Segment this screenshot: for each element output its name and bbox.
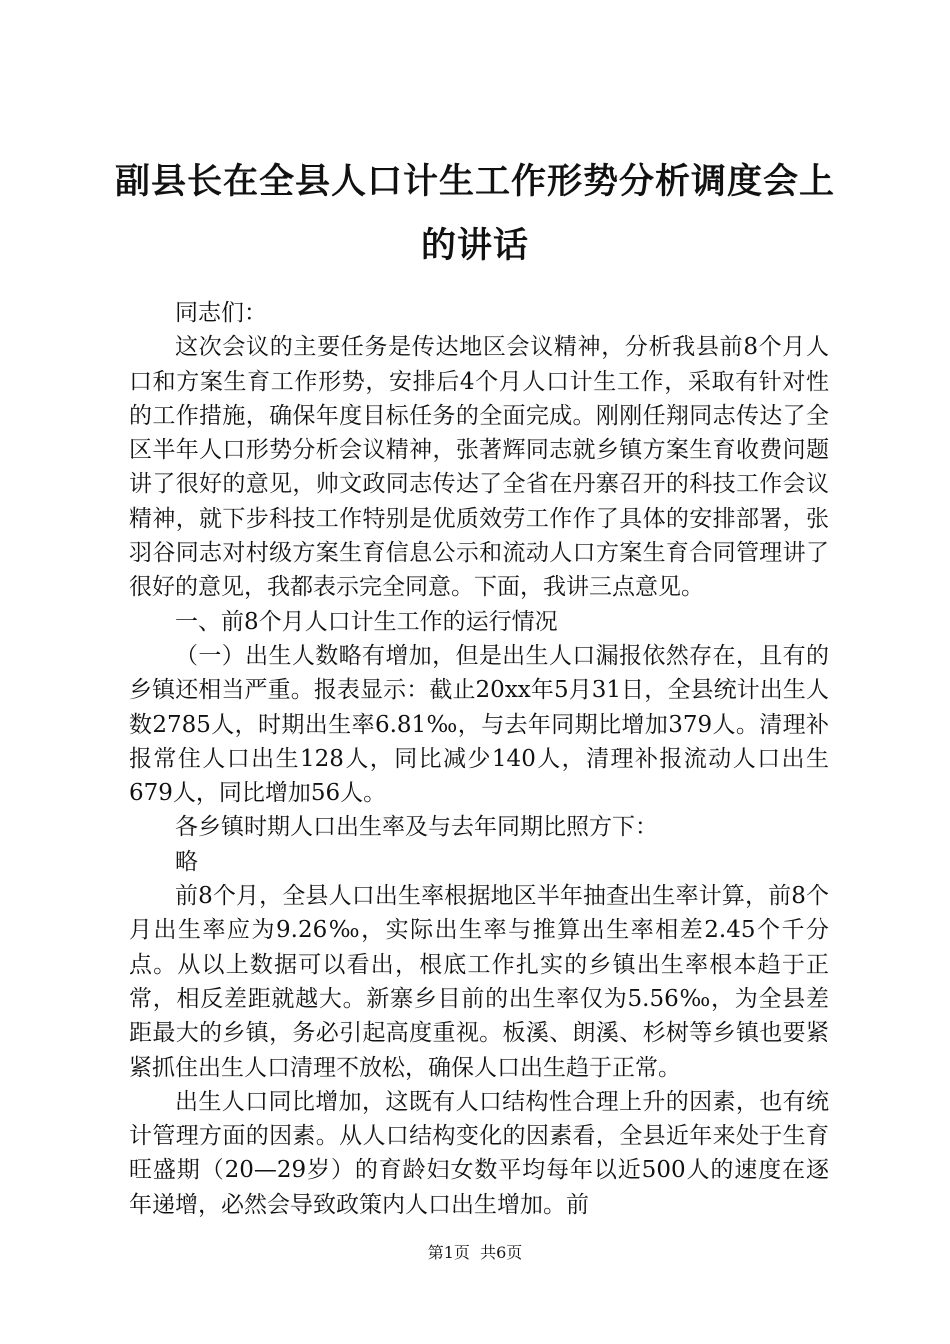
salutation: 同志们： <box>175 300 267 326</box>
paragraph: 出生人口同比增加，这既有人口结构性合理上升的因素，也有统计管理方面的因素。从人口结构变化的因素看，全县近年来处于生育旺盛期（20—29岁）的育龄妇女数平均每年以近500人的速度在逐年递增，必然会导致政策内人口出生增加。前 <box>129 1088 829 1218</box>
section-heading: 一、前8个月人口计生工作的运行情况 <box>175 608 558 635</box>
paragraph: 略 <box>175 848 198 875</box>
paragraph: 这次会议的主要任务是传达地区会议精神，分析我县前8个月人口和方案生育工作形势，安排后4个月人口计生工作，采取有针对性的工作措施，确保年度目标任务的全面完成。刚刚任翔同志传达了全区半年人口形势分析会议精神，张著辉同志就乡镇方案生育收费问题讲了很好的意见，帅文政同志传达了全省在丹寨召开的科技工作会议精神，就下步科技工作特别是优质效劳工作作了具体的安排部署，张羽谷同志对村级方案生育信息公示和流动人口方案生育合同管理讲了很好的意见，我都表示完全同意。下面，我讲三点意见。 <box>129 334 829 601</box>
page-footer <box>0 1240 950 1263</box>
paragraph: 各乡镇时期人口出生率及与去年同期比照方下： <box>175 814 658 841</box>
page-number: 第1页 共6页 <box>427 1243 523 1262</box>
document-body <box>129 296 829 1222</box>
document-title: 副县长在全县人口计生工作形势分析调度会上的讲话 <box>114 162 835 266</box>
paragraph: 前8个月，全县人口出生率根据地区半年抽查出生率计算，前8个月出生率应为9.26‰，实际出生率与推算出生率相差2.45个千分点。从以上数据可以看出，根底工作扎实的乡镇出生率根本趋于正常，相反差距就越大。新寨乡目前的出生率仅为5.56‰，为全县差距最大的乡镇，务必引起高度重视。板溪、朗溪、杉树等乡镇也要紧紧抓住出生人口清理不放松，确保人口出生趋于正常。 <box>129 883 829 1081</box>
paragraph: （一）出生人数略有增加，但是出生人口漏报依然存在，且有的乡镇还相当严重。报表显示：截止20xx年5月31日，全县统计出生人数2785人，时期出生率6.81‰，与去年同期比增加379人。清理补报常住人口出生128人，同比减少140人，清理补报流动人口出生679人，同比增加56人。 <box>129 642 829 807</box>
